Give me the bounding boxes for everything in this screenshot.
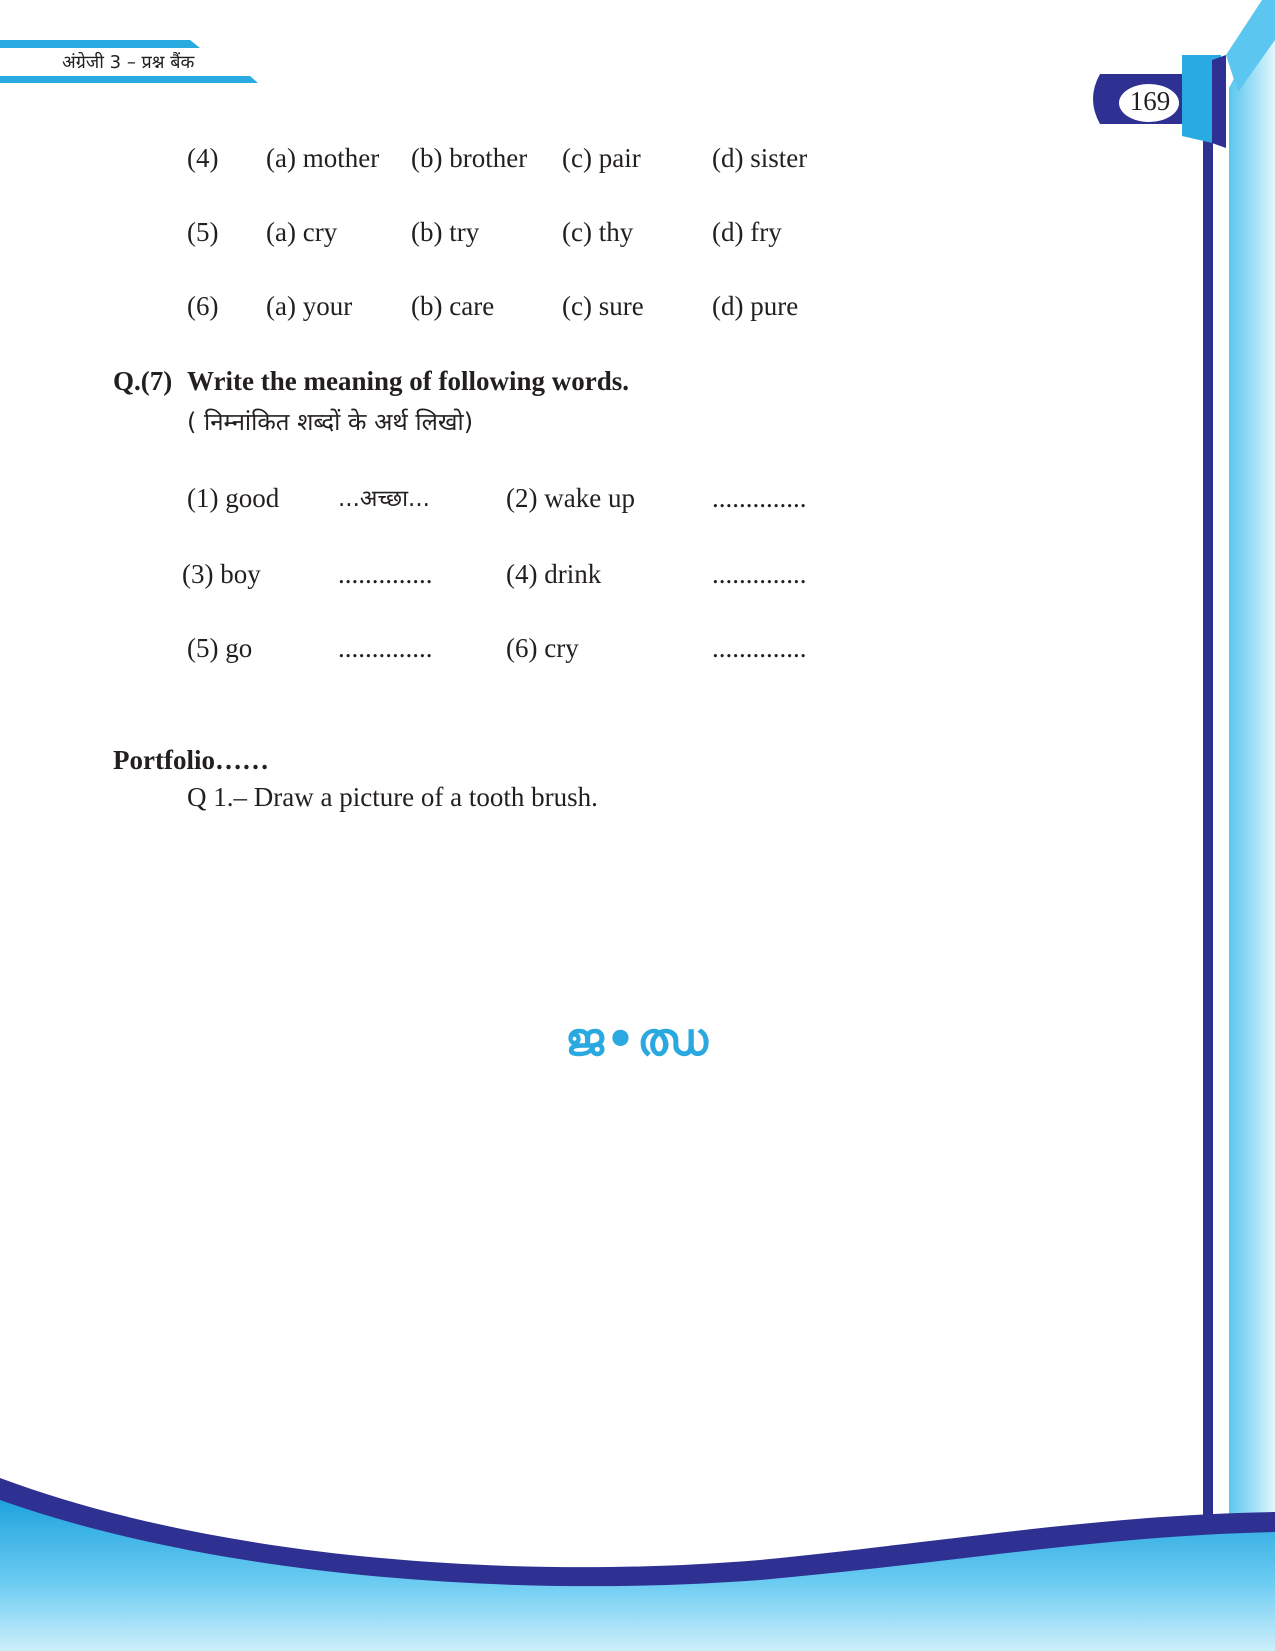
option-b: (b) care [411,291,495,321]
right-side-band [1229,0,1275,1651]
option-b: (b) try [411,217,480,247]
option-a: (a) cry [266,217,338,247]
meaning-word: (2) wake up [506,483,635,513]
portfolio-question: Q 1.– Draw a picture of a tooth brush. [187,782,598,812]
meaning-answer-blank: .............. [712,633,807,663]
option-d: (d) fry [712,217,782,247]
meaning-word: (6) cry [506,633,579,663]
option-a: (a) mother [266,143,380,173]
option-c: (c) sure [562,291,644,321]
navy-vertical-bar [1203,70,1213,1530]
option-c: (c) pair [562,143,641,173]
page-number: 169 [1129,86,1171,116]
question-number: (5) [187,217,219,247]
meaning-answer-blank: .............. [712,483,807,513]
meaning-answer: ...अच्छा... [338,486,430,512]
meaning-word: (3) boy [182,559,261,589]
end-ornament: ജ•ഝ [565,1012,710,1066]
q7-label: Q.(7) [113,366,173,396]
header-tab-stripe [0,40,200,48]
q7-subtitle: ( निम्नांकित शब्दों के अर्थ लिखो) [187,408,474,436]
question-number: (4) [187,143,219,173]
option-b: (b) brother [411,143,528,173]
header-tab-underline [0,76,258,83]
option-a: (a) your [266,291,353,321]
q7-title: Write the meaning of following words. [187,366,629,396]
meaning-word: (5) go [187,633,253,663]
option-d: (d) sister [712,143,808,173]
portfolio-heading: Portfolio…… [113,745,269,775]
question-number: (6) [187,291,219,321]
option-c: (c) thy [562,217,634,247]
meaning-word: (1) good [187,483,280,513]
option-d: (d) pure [712,291,799,321]
page-tab-fold-shadow [1212,55,1226,148]
meaning-answer-blank: .............. [338,559,433,589]
meaning-answer-blank: .............. [712,559,807,589]
header-book-title: अंग्रेजी 3 – प्रश्न बैंक [62,52,195,73]
meaning-word: (4) drink [506,559,602,589]
meaning-answer-blank: .............. [338,633,433,663]
